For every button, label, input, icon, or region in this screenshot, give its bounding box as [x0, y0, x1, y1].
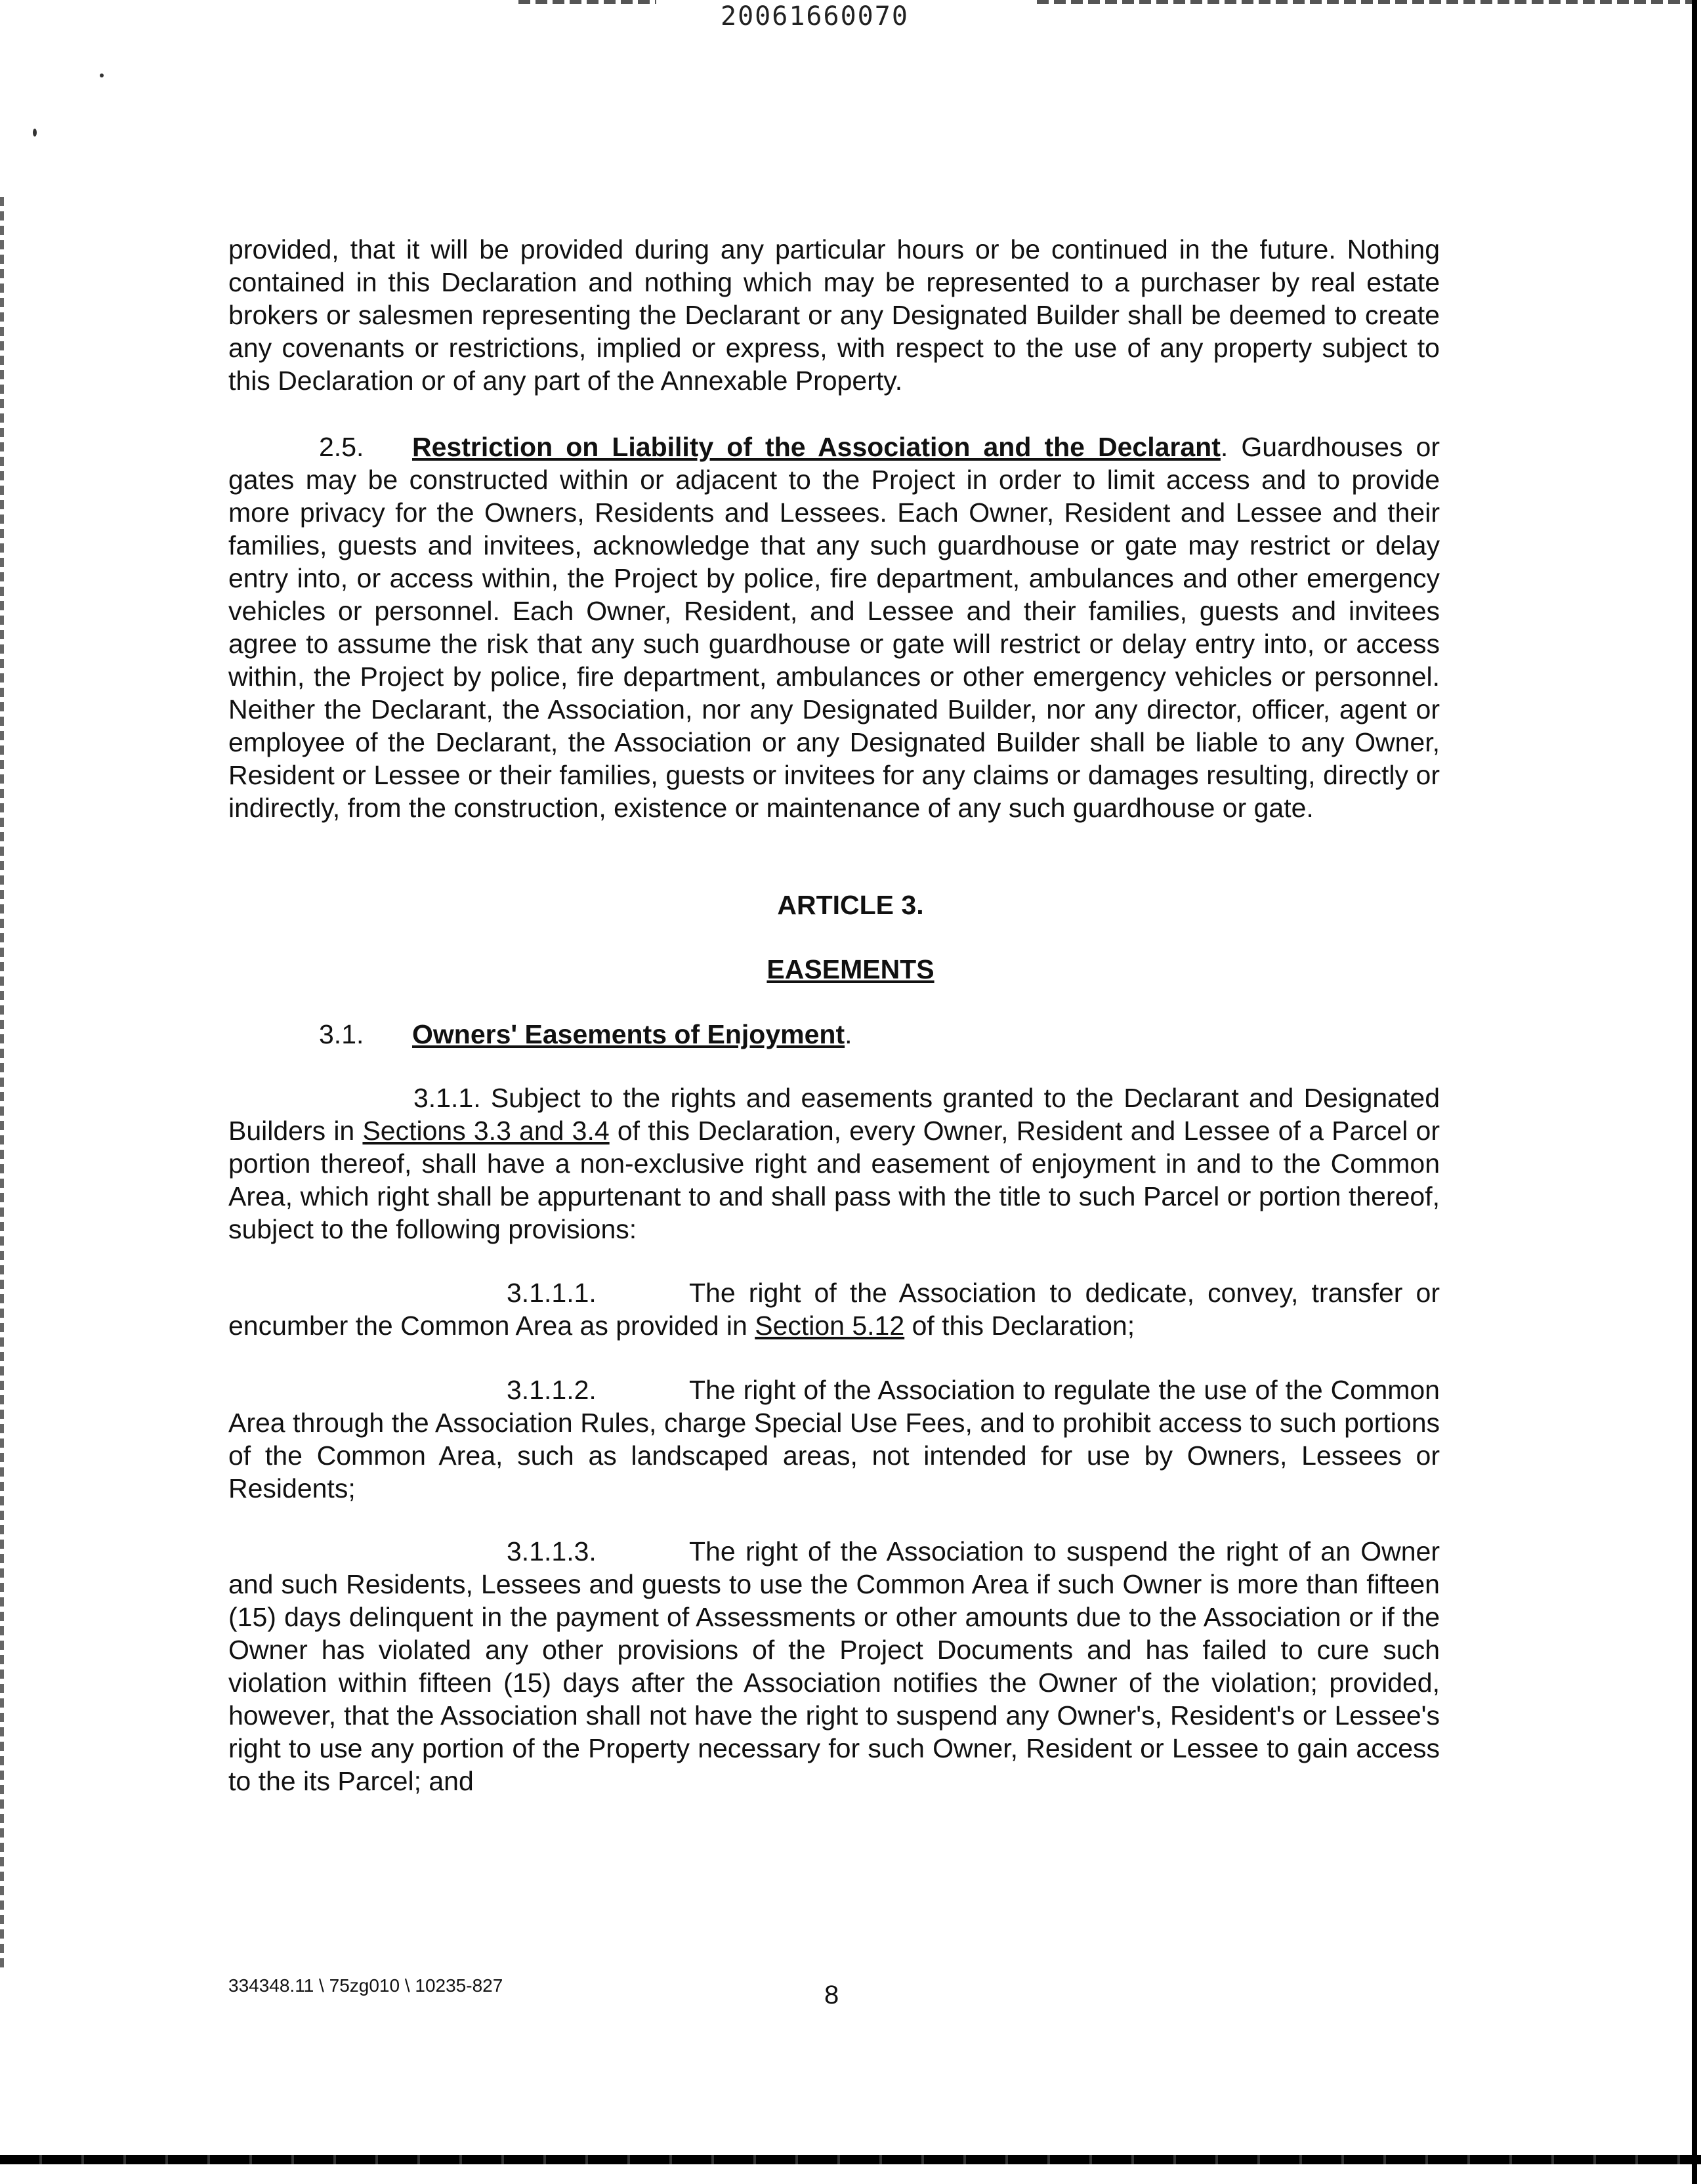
record-number: 20061660070 — [721, 1, 909, 32]
section-3-1: 3.1. Owners' Easements of Enjoyment. — [319, 1019, 852, 1049]
scan-speck — [100, 74, 104, 77]
section-3-1-1-1 — [228, 1276, 1440, 1342]
section-text: The right of the Association to regulate the use of the Common Area through the Association Rules, charge Special Use Fees, and to prohibit access to such portions of the Common Area, such as landscaped areas, not intended for use by Owners, Lessees or Residents; — [228, 1375, 1440, 1503]
document-id: 334348.11 \ 75zg010 \ 10235-827 — [228, 1975, 503, 1996]
scan-edge-left — [0, 197, 4, 1969]
scan-speck — [33, 129, 37, 136]
page-number: 8 — [824, 1981, 839, 2009]
section-text-b: of this Declaration, every Owner, Resident and Lessee of a Parcel or portion thereof, shall have a non-exclusive right and easement of enjoyment in and to the Common Area, which right shall be appurtenant to and shall pass with the title to such Parcel or portion thereof, subject to the following provisions: — [228, 1116, 1440, 1244]
section-3-1-1-3 — [228, 1535, 1440, 1797]
cross-reference-link: Section 5.12 — [755, 1311, 905, 1341]
scan-mark-top-right — [1037, 0, 1693, 4]
section-body: Guardhouses or gates may be constructed within or adjacent to the Project in order to limit access and to provide more privacy for the Owners, Residents and Lessees. Each Owner, Resident and Lessee and their families, guests and invitees, acknowledge that any such guardhouse or gate may restrict or delay entry into, or access within, the Project by police, fire department, ambulances and other emergency vehicles or personnel. Each Owner, Resident, and Lessee and their families, guests and invitees agree to assume the risk that any such guardhouse or gate will restrict or delay entry into, or access within, the Project by police, fire department, ambulances or other emergency vehicles or personnel. Neither the Declarant, the Association, nor any Designated Builder, nor any director, officer, agent or employee of the Declarant, the Association or any Designated Builder shall be liable to any Owner, Resident or Lessee or their families, guests or invitees for any claims or damages resulting, directly or indirectly, from the construction, existence or maintenance of any such guardhouse or gate. — [228, 432, 1440, 823]
section-number: 3.1.1. — [413, 1083, 481, 1113]
cross-reference-link: Sections 3.3 and 3.4 — [362, 1116, 610, 1146]
section-number: 2.5. — [319, 432, 364, 462]
section-3-1-1 — [228, 1082, 1440, 1246]
section-text-a: Subject to the rights and easements granted to the Declarant and Designated Builders in — [228, 1083, 1440, 1146]
paragraph-continued: provided, that it will be provided during any particular hours or be continued in the future. Nothing contained in this Declaration and nothing which may be represented to a purchaser by real estate brokers or salesmen representing the Declarant or any Designated Builder shall be deemed to create any covenants or restrictions, implied or express, with respect to the use of any property subject to this Declaration or of any part of the Annexable Property. — [228, 234, 1440, 396]
section-title: Owners' Easements of Enjoyment — [412, 1019, 845, 1049]
article-heading: ARTICLE 3. — [777, 890, 924, 920]
section-number: 3.1.1.1. — [507, 1278, 597, 1308]
section-number: 3.1.1.2. — [507, 1375, 597, 1405]
scan-mark-top-left — [518, 0, 656, 4]
scan-edge-bottom — [0, 2155, 1701, 2164]
section-number: 3.1. — [319, 1019, 364, 1049]
section-text-a: The right of the Association to dedicate, convey, transfer or encumber the Common Area as provided in — [228, 1278, 1440, 1341]
section-text-b: of this Declaration; — [912, 1311, 1135, 1341]
section-title: Restriction on Liability of the Association and the Declarant — [412, 432, 1221, 462]
article-title: EASEMENTS — [766, 954, 934, 984]
section-2-5: 2.5. Restriction on Liability of the Association and the Declarant. Guardhouses or gates may be constructed within or adjacent to the Project in order to limit access and to provide more privacy for the Owners, Residents and Lessees. Each Owner, Resident and Lessee and their families, guests and invitees, acknowledge that any such guardhouse or gate may restrict or delay entry into, or access within, the Project by police, fire department, ambulances and other emergency vehicles or personnel. Each Owner, Resident, and Lessee and their families, guests and invitees agree to assume the risk that any such guardhouse or gate will restrict or delay entry into, or access within, the Project by police, fire department, ambulances or other emergency vehicles or personnel. Neither the Declarant, the Association, nor any Designated Builder, nor any director, officer, agent or employee of the Declarant, the Association or any Designated Builder shall be liable to any Owner, Resident or Lessee or their families, guests or invitees for any claims or damages resulting, directly or indirectly, from the construction, existence or maintenance of any such guardhouse or gate. — [228, 432, 1440, 823]
section-text: The right of the Association to suspend the right of an Owner and such Residents, Lessees and guests to use the Common Area if such Owner is more than fifteen (15) days delinquent in the payment of Assessments or other amounts due to the Association or if the Owner has violated any other provisions of the Project Documents and has failed to cure such violation within fifteen (15) days after the Association notifies the Owner of the violation; provided, however, that the Association shall not have the right to suspend any Owner's, Resident's or Lessee's right to use any portion of the Property necessary for such Owner, Resident or Lessee to gain access to the its Parcel; and — [228, 1536, 1440, 1796]
scan-edge-right — [1692, 0, 1697, 2184]
section-3-1-1-2 — [228, 1374, 1440, 1505]
section-number: 3.1.1.3. — [507, 1536, 597, 1566]
